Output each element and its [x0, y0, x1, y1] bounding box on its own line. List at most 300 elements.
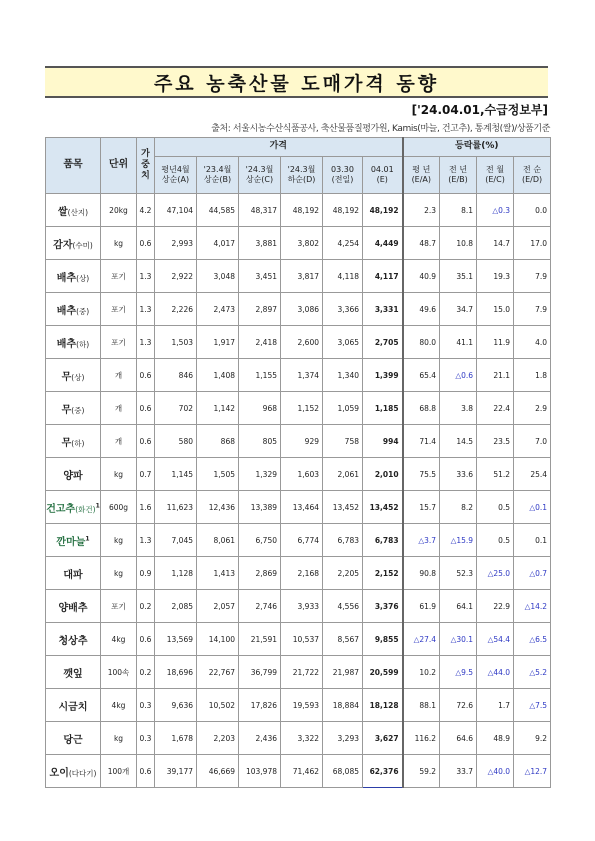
price-a-cell: 1,128 — [155, 557, 197, 590]
rate-b-cell: 72.6 — [440, 689, 477, 722]
date-tag: ['24.04.01,수급정보부] — [411, 103, 548, 117]
price-prev-cell: 21,987 — [323, 656, 363, 689]
item-name-cell — [46, 392, 101, 425]
rate-d-cell: 7.9 — [514, 260, 551, 293]
item-name: 배추 — [56, 305, 77, 317]
item-name-cell — [46, 425, 101, 458]
col-price-c: '24.3월 상순(C) — [239, 157, 281, 194]
col-unit: 단위 — [101, 138, 137, 194]
table-row — [46, 623, 551, 656]
price-cur-cell: 13,452 — [363, 491, 403, 524]
unit-cell: 100개 — [101, 755, 137, 788]
rate-a-cell: 65.4 — [403, 359, 440, 392]
rate-c-cell: 15.0 — [477, 293, 514, 326]
col-rate-d: 전 순 (E/D) — [514, 157, 551, 194]
rate-a-cell: △3.7 — [403, 524, 440, 557]
table-row — [46, 755, 551, 788]
table-row — [46, 293, 551, 326]
rate-a-cell: 40.9 — [403, 260, 440, 293]
rate-b-cell: 41.1 — [440, 326, 477, 359]
unit-cell: 포기 — [101, 590, 137, 623]
rate-d-cell: 17.0 — [514, 227, 551, 260]
unit-cell: kg — [101, 227, 137, 260]
item-name: 깐마늘 — [56, 536, 86, 548]
price-d-cell: 71,462 — [281, 755, 323, 788]
rate-a-cell: 90.8 — [403, 557, 440, 590]
rate-c-cell: 0.5 — [477, 524, 514, 557]
rate-c-cell: △0.3 — [477, 194, 514, 227]
rate-b-cell: 33.6 — [440, 458, 477, 491]
rate-b-cell: 52.3 — [440, 557, 477, 590]
item-name: 대파 — [63, 569, 83, 581]
rate-b-cell: 64.1 — [440, 590, 477, 623]
price-b-cell: 3,048 — [197, 260, 239, 293]
unit-cell: 포기 — [101, 293, 137, 326]
price-b-cell: 1,505 — [197, 458, 239, 491]
price-a-cell: 7,045 — [155, 524, 197, 557]
item-name-cell — [46, 755, 101, 788]
item-name-cell — [46, 623, 101, 656]
price-c-cell: 968 — [239, 392, 281, 425]
price-b-cell: 1,142 — [197, 392, 239, 425]
weight-cell: 0.9 — [137, 557, 155, 590]
unit-cell: 600g — [101, 491, 137, 524]
price-cur-cell: 994 — [363, 425, 403, 458]
price-b-cell: 2,473 — [197, 293, 239, 326]
price-d-cell: 21,722 — [281, 656, 323, 689]
price-a-cell: 702 — [155, 392, 197, 425]
price-cur-cell: 2,010 — [363, 458, 403, 491]
item-name: 깻잎 — [63, 668, 83, 680]
rate-b-cell: 14.5 — [440, 425, 477, 458]
price-cur-cell: 3,627 — [363, 722, 403, 755]
item-name: 건고추 — [46, 503, 76, 515]
item-name-cell — [46, 656, 101, 689]
col-price-a: 평년4월 상순(A) — [155, 157, 197, 194]
weight-cell: 0.3 — [137, 722, 155, 755]
item-name-cell — [46, 458, 101, 491]
price-prev-cell: 758 — [323, 425, 363, 458]
price-b-cell: 4,017 — [197, 227, 239, 260]
unit-cell: 20kg — [101, 194, 137, 227]
item-name-cell — [46, 326, 101, 359]
unit-cell: kg — [101, 524, 137, 557]
rate-d-cell: △12.7 — [514, 755, 551, 788]
price-a-cell: 1,503 — [155, 326, 197, 359]
price-a-cell: 11,623 — [155, 491, 197, 524]
item-name: 당근 — [63, 734, 83, 746]
unit-cell: kg — [101, 557, 137, 590]
rate-a-cell: 88.1 — [403, 689, 440, 722]
item-variety: (상) — [71, 372, 85, 382]
item-name-cell — [46, 590, 101, 623]
price-d-cell: 3,817 — [281, 260, 323, 293]
item-variety: (하) — [76, 339, 90, 349]
price-cur-cell: 3,331 — [363, 293, 403, 326]
rate-b-cell: △9.5 — [440, 656, 477, 689]
price-cur-cell: 6,783 — [363, 524, 403, 557]
price-c-cell: 2,897 — [239, 293, 281, 326]
item-variety: (수미) — [72, 240, 93, 250]
col-rate-b: 전 년 (E/B) — [440, 157, 477, 194]
rate-d-cell: 9.2 — [514, 722, 551, 755]
rate-a-cell: 2.3 — [403, 194, 440, 227]
rate-b-cell: 34.7 — [440, 293, 477, 326]
rate-d-cell: △5.2 — [514, 656, 551, 689]
item-name: 오이 — [49, 767, 69, 779]
rate-c-cell: △44.0 — [477, 656, 514, 689]
col-price-d: '24.3월 하순(D) — [281, 157, 323, 194]
item-name: 양파 — [63, 470, 83, 482]
price-a-cell: 580 — [155, 425, 197, 458]
rate-a-cell: 48.7 — [403, 227, 440, 260]
price-cur-cell: 2,152 — [363, 557, 403, 590]
price-table — [45, 137, 551, 788]
item-name-cell — [46, 689, 101, 722]
weight-cell: 0.6 — [137, 623, 155, 656]
item-name-cell — [46, 524, 101, 557]
rate-a-cell: 15.7 — [403, 491, 440, 524]
price-d-cell: 2,600 — [281, 326, 323, 359]
item-name: 감자 — [53, 239, 73, 251]
item-name: 배추 — [56, 338, 77, 350]
price-c-cell: 2,869 — [239, 557, 281, 590]
price-a-cell: 9,636 — [155, 689, 197, 722]
table-row — [46, 326, 551, 359]
price-b-cell: 22,767 — [197, 656, 239, 689]
rate-d-cell: 1.8 — [514, 359, 551, 392]
item-name-cell — [46, 491, 101, 524]
price-prev-cell: 4,556 — [323, 590, 363, 623]
item-variety: (산지) — [67, 207, 88, 217]
item-name: 청상추 — [58, 635, 88, 647]
weight-cell: 4.2 — [137, 194, 155, 227]
price-c-cell: 2,436 — [239, 722, 281, 755]
rate-a-cell: 59.2 — [403, 755, 440, 788]
col-price-cur: 04.01 (E) — [363, 157, 403, 194]
rate-a-cell: 71.4 — [403, 425, 440, 458]
weight-cell: 0.3 — [137, 689, 155, 722]
rate-c-cell: 1.7 — [477, 689, 514, 722]
price-cur-cell: 18,128 — [363, 689, 403, 722]
price-prev-cell: 3,293 — [323, 722, 363, 755]
item-name-cell — [46, 227, 101, 260]
price-b-cell: 1,413 — [197, 557, 239, 590]
price-prev-cell: 6,783 — [323, 524, 363, 557]
rate-d-cell: 7.9 — [514, 293, 551, 326]
item-variety: (중) — [76, 306, 90, 316]
table-row — [46, 392, 551, 425]
table-row — [46, 194, 551, 227]
price-prev-cell: 1,340 — [323, 359, 363, 392]
price-prev-cell: 3,065 — [323, 326, 363, 359]
price-d-cell: 48,192 — [281, 194, 323, 227]
price-cur-cell: 20,599 — [363, 656, 403, 689]
price-c-cell: 2,418 — [239, 326, 281, 359]
price-cur-cell: 48,192 — [363, 194, 403, 227]
item-name-cell — [46, 260, 101, 293]
price-d-cell: 3,802 — [281, 227, 323, 260]
price-a-cell: 2,226 — [155, 293, 197, 326]
rate-c-cell: 19.3 — [477, 260, 514, 293]
rate-d-cell: 25.4 — [514, 458, 551, 491]
rate-a-cell: 75.5 — [403, 458, 440, 491]
rate-a-cell: 49.6 — [403, 293, 440, 326]
price-b-cell: 14,100 — [197, 623, 239, 656]
price-b-cell: 868 — [197, 425, 239, 458]
price-b-cell: 2,203 — [197, 722, 239, 755]
item-variety: (상) — [76, 273, 90, 283]
rate-d-cell: 2.9 — [514, 392, 551, 425]
price-prev-cell: 2,061 — [323, 458, 363, 491]
price-c-cell: 17,826 — [239, 689, 281, 722]
price-a-cell: 1,678 — [155, 722, 197, 755]
price-d-cell: 19,593 — [281, 689, 323, 722]
price-d-cell: 929 — [281, 425, 323, 458]
price-cur-cell: 62,376 — [363, 755, 403, 788]
item-name: 배추 — [56, 272, 77, 284]
weight-cell: 0.6 — [137, 425, 155, 458]
price-d-cell: 6,774 — [281, 524, 323, 557]
rate-c-cell: 48.9 — [477, 722, 514, 755]
rate-b-cell: 8.2 — [440, 491, 477, 524]
item-name-cell — [46, 293, 101, 326]
rate-b-cell: 33.7 — [440, 755, 477, 788]
price-c-cell: 36,799 — [239, 656, 281, 689]
weight-cell: 0.6 — [137, 392, 155, 425]
table-row — [46, 656, 551, 689]
weight-cell: 0.6 — [137, 359, 155, 392]
weight-cell: 1.3 — [137, 524, 155, 557]
price-c-cell: 3,451 — [239, 260, 281, 293]
rate-c-cell: 22.4 — [477, 392, 514, 425]
item-variety: (화건) — [75, 504, 96, 514]
weight-cell: 0.6 — [137, 227, 155, 260]
item-variety: (다다기) — [68, 768, 97, 778]
table-row — [46, 524, 551, 557]
unit-cell: kg — [101, 458, 137, 491]
weight-cell: 1.6 — [137, 491, 155, 524]
price-prev-cell: 48,192 — [323, 194, 363, 227]
price-a-cell: 2,922 — [155, 260, 197, 293]
price-b-cell: 46,669 — [197, 755, 239, 788]
rate-a-cell: 61.9 — [403, 590, 440, 623]
col-rate-c: 전 월 (E/C) — [477, 157, 514, 194]
col-rate-group: 등락률(%) — [403, 138, 551, 157]
rate-b-cell: 10.8 — [440, 227, 477, 260]
rate-a-cell: 68.8 — [403, 392, 440, 425]
rate-c-cell: 22.9 — [477, 590, 514, 623]
item-variety: (하) — [71, 438, 85, 448]
price-c-cell: 6,750 — [239, 524, 281, 557]
price-c-cell: 103,978 — [239, 755, 281, 788]
item-name-cell — [46, 557, 101, 590]
table-row — [46, 491, 551, 524]
price-b-cell: 44,585 — [197, 194, 239, 227]
price-a-cell: 2,993 — [155, 227, 197, 260]
price-prev-cell: 8,567 — [323, 623, 363, 656]
price-c-cell: 21,591 — [239, 623, 281, 656]
price-prev-cell: 2,205 — [323, 557, 363, 590]
weight-cell: 0.7 — [137, 458, 155, 491]
item-name: 무 — [61, 404, 72, 416]
price-d-cell: 3,322 — [281, 722, 323, 755]
price-b-cell: 10,502 — [197, 689, 239, 722]
table-row — [46, 722, 551, 755]
unit-cell: 4kg — [101, 623, 137, 656]
weight-cell: 0.2 — [137, 590, 155, 623]
price-prev-cell: 18,884 — [323, 689, 363, 722]
price-c-cell: 13,389 — [239, 491, 281, 524]
rate-d-cell: 0.0 — [514, 194, 551, 227]
unit-cell: 4kg — [101, 689, 137, 722]
price-a-cell: 47,104 — [155, 194, 197, 227]
price-d-cell: 3,933 — [281, 590, 323, 623]
unit-cell: 개 — [101, 392, 137, 425]
price-c-cell: 1,155 — [239, 359, 281, 392]
price-d-cell: 3,086 — [281, 293, 323, 326]
rate-c-cell: 23.5 — [477, 425, 514, 458]
unit-cell: 포기 — [101, 326, 137, 359]
item-name-cell — [46, 722, 101, 755]
table-row — [46, 425, 551, 458]
price-prev-cell: 68,085 — [323, 755, 363, 788]
rate-b-cell: 64.6 — [440, 722, 477, 755]
table-row — [46, 689, 551, 722]
table-row — [46, 359, 551, 392]
rate-b-cell: 35.1 — [440, 260, 477, 293]
price-d-cell: 1,374 — [281, 359, 323, 392]
rate-b-cell: △15.9 — [440, 524, 477, 557]
price-c-cell: 3,881 — [239, 227, 281, 260]
weight-cell: 1.3 — [137, 293, 155, 326]
weight-cell: 0.6 — [137, 755, 155, 788]
rate-d-cell: △14.2 — [514, 590, 551, 623]
price-c-cell: 805 — [239, 425, 281, 458]
price-d-cell: 1,152 — [281, 392, 323, 425]
rate-a-cell: 80.0 — [403, 326, 440, 359]
rate-d-cell: △0.1 — [514, 491, 551, 524]
item-footnote-mark: 1 — [85, 535, 90, 543]
price-b-cell: 1,408 — [197, 359, 239, 392]
price-prev-cell: 1,059 — [323, 392, 363, 425]
rate-b-cell: 3.8 — [440, 392, 477, 425]
price-c-cell: 2,746 — [239, 590, 281, 623]
unit-cell: 100속 — [101, 656, 137, 689]
table-row — [46, 557, 551, 590]
price-cur-cell: 4,449 — [363, 227, 403, 260]
unit-cell: 개 — [101, 359, 137, 392]
rate-c-cell: 11.9 — [477, 326, 514, 359]
rate-b-cell: △0.6 — [440, 359, 477, 392]
col-rate-a: 평 년 (E/A) — [403, 157, 440, 194]
rate-c-cell: △25.0 — [477, 557, 514, 590]
rate-d-cell: △7.5 — [514, 689, 551, 722]
price-d-cell: 13,464 — [281, 491, 323, 524]
col-price-prev: 03.30 (전일) — [323, 157, 363, 194]
table-row — [46, 458, 551, 491]
table-row — [46, 590, 551, 623]
rate-c-cell: △54.4 — [477, 623, 514, 656]
item-name: 무 — [61, 437, 72, 449]
price-a-cell: 2,085 — [155, 590, 197, 623]
price-a-cell: 1,145 — [155, 458, 197, 491]
weight-cell: 1.3 — [137, 260, 155, 293]
price-cur-cell: 3,376 — [363, 590, 403, 623]
unit-cell: 개 — [101, 425, 137, 458]
rate-d-cell: 7.0 — [514, 425, 551, 458]
price-b-cell: 12,436 — [197, 491, 239, 524]
weight-cell: 1.3 — [137, 326, 155, 359]
price-table-body — [46, 194, 551, 788]
col-weight: 가중치 — [137, 138, 155, 194]
price-cur-cell: 9,855 — [363, 623, 403, 656]
rate-c-cell: 0.5 — [477, 491, 514, 524]
rate-a-cell: △27.4 — [403, 623, 440, 656]
item-name: 무 — [61, 371, 72, 383]
price-prev-cell: 3,366 — [323, 293, 363, 326]
price-prev-cell: 4,118 — [323, 260, 363, 293]
rate-c-cell: 51.2 — [477, 458, 514, 491]
price-a-cell: 18,696 — [155, 656, 197, 689]
page-title: 주요 농축산물 도매가격 동향 — [45, 66, 548, 98]
rate-d-cell: △6.5 — [514, 623, 551, 656]
item-name-cell — [46, 194, 101, 227]
col-price-b: '23.4월 상순(B) — [197, 157, 239, 194]
source-note: 출처: 서울시농수산식품공사, 축산물품질평가원, Kamis(마늘, 건고추), 통계청(쌀)/상품기준 — [211, 124, 550, 134]
price-a-cell: 13,569 — [155, 623, 197, 656]
rate-a-cell: 116.2 — [403, 722, 440, 755]
price-cur-cell: 1,185 — [363, 392, 403, 425]
weight-cell: 0.2 — [137, 656, 155, 689]
price-d-cell: 10,537 — [281, 623, 323, 656]
price-prev-cell: 13,452 — [323, 491, 363, 524]
item-name: 쌀 — [57, 206, 68, 218]
price-d-cell: 2,168 — [281, 557, 323, 590]
col-item: 품목 — [46, 138, 101, 194]
rate-b-cell: △30.1 — [440, 623, 477, 656]
price-prev-cell: 4,254 — [323, 227, 363, 260]
rate-d-cell: 4.0 — [514, 326, 551, 359]
price-a-cell: 39,177 — [155, 755, 197, 788]
rate-c-cell: 14.7 — [477, 227, 514, 260]
price-cur-cell: 2,705 — [363, 326, 403, 359]
price-b-cell: 1,917 — [197, 326, 239, 359]
unit-cell: kg — [101, 722, 137, 755]
price-cur-cell: 1,399 — [363, 359, 403, 392]
table-row — [46, 260, 551, 293]
item-footnote-mark: 1 — [95, 502, 100, 510]
rate-c-cell: 21.1 — [477, 359, 514, 392]
item-name: 양배추 — [58, 602, 88, 614]
price-d-cell: 1,603 — [281, 458, 323, 491]
price-c-cell: 48,317 — [239, 194, 281, 227]
rate-a-cell: 10.2 — [403, 656, 440, 689]
unit-cell: 포기 — [101, 260, 137, 293]
rate-b-cell: 8.1 — [440, 194, 477, 227]
item-name: 시금치 — [58, 701, 88, 713]
table-row — [46, 227, 551, 260]
rate-d-cell: 0.1 — [514, 524, 551, 557]
item-name-cell — [46, 359, 101, 392]
price-b-cell: 2,057 — [197, 590, 239, 623]
rate-c-cell: △40.0 — [477, 755, 514, 788]
price-c-cell: 1,329 — [239, 458, 281, 491]
price-b-cell: 8,061 — [197, 524, 239, 557]
col-price-group: 가격 — [155, 138, 403, 157]
item-variety: (중) — [71, 405, 85, 415]
rate-d-cell: △0.7 — [514, 557, 551, 590]
